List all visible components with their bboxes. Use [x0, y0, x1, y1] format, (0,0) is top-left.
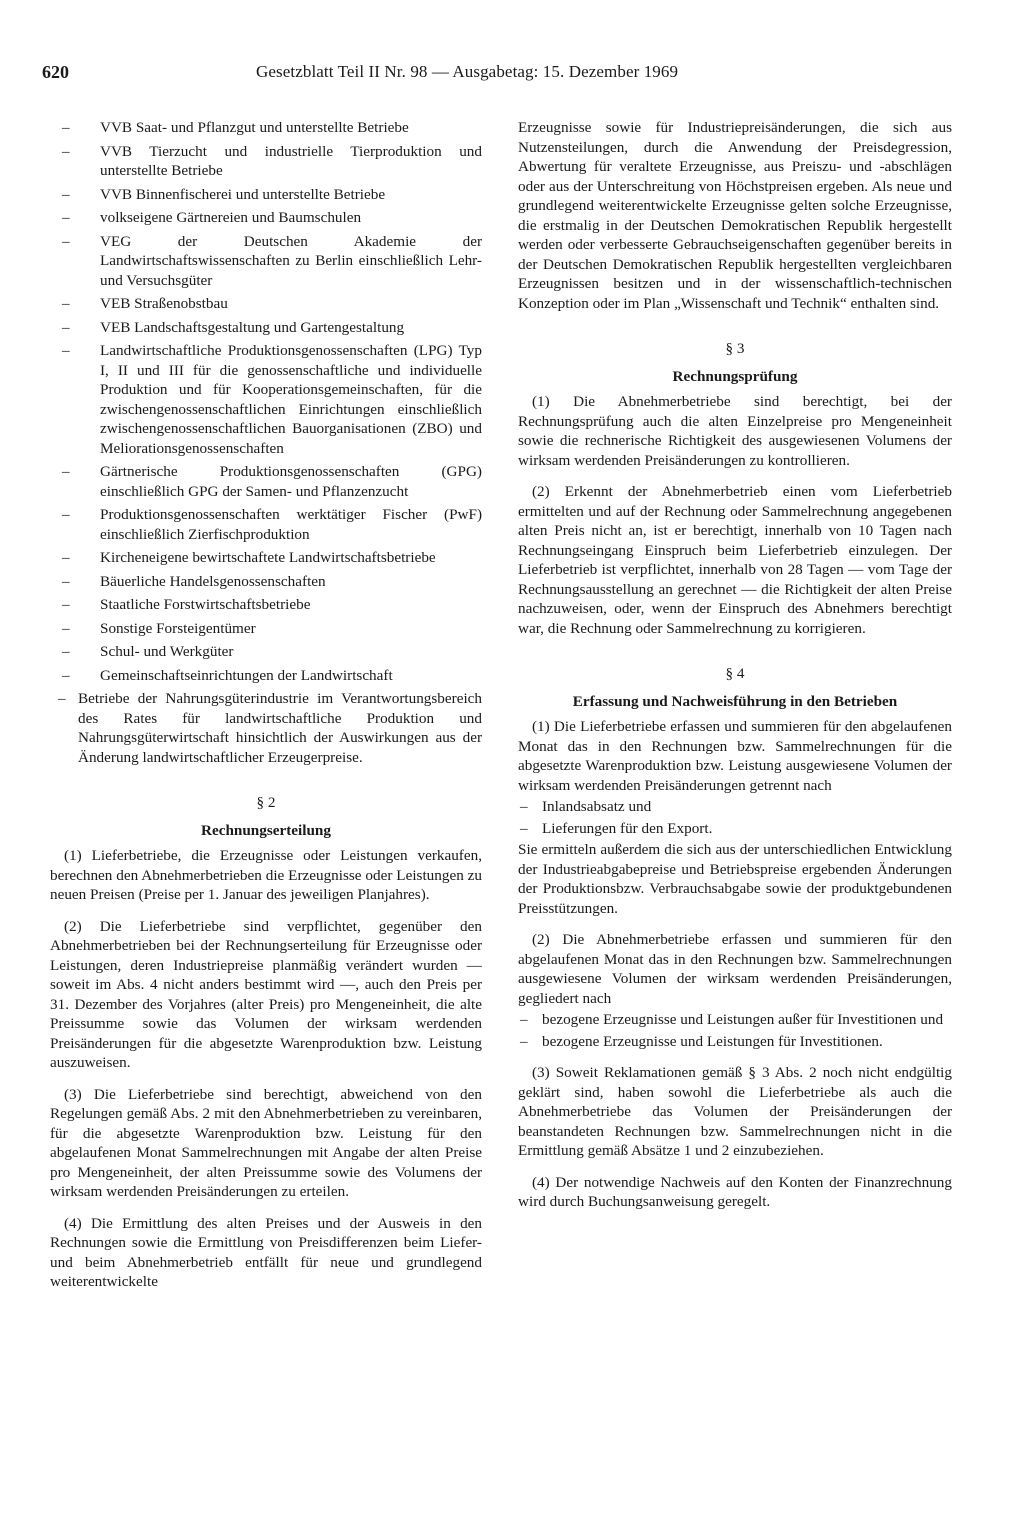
list-item: – Gärtnerische Produktionsgenossenschaften (GPG) einschließlich GPG der Samen- und Pflanzenzucht [50, 462, 482, 501]
outer-list [50, 689, 482, 767]
list-item: – volkseigene Gärtnereien und Baumschulen [50, 208, 482, 228]
list-item: – VEG der Deutschen Akademie der Landwirtschaftswissenschaften zu Berlin einschließlich Lehr- und Versuchsgüter [50, 232, 482, 291]
list-item: – VVB Binnenfischerei und unterstellte Betriebe [50, 185, 482, 205]
paragraph: (2) Erkennt der Abnehmerbetrieb einen vom Lieferbetrieb ermittelten und auf der Rechnung oder Sammelrechnung angegebenen alten Preis nicht an, ist er berechtigt, innerhalb von 10 Tagen nach Rechnungseingang Einspruch beim Lieferbetrieb einzulegen. Der Lieferbetrieb ist verpflichtet, innerhalb von 28 Tagen — vom Tage der Rechnungsausstellung an gerechnet — die Richtigkeit der alten Preise nachzuweisen, oder, wenn der Einspruch des Abnehmers berechtigt war, die Rechnung oder Sammelrechnung zu korrigieren. [518, 483, 952, 637]
page-number: 620 [42, 62, 69, 82]
paragraph: (4) Die Ermittlung des alten Preises und der Ausweis in den Rechnungen sowie die Ermittlung von Preisdifferenzen beim Liefer- und beim Abnehmerbetrieb entfällt für neue und grundlegend weiterentwickelte [50, 1214, 482, 1290]
list-item: – Staatliche Forstwirtschaftsbetriebe [50, 595, 482, 615]
section-number: § 3 [725, 340, 745, 357]
list-item: – Lieferungen für den Export. [518, 819, 952, 839]
page-header [42, 62, 962, 86]
paragraph: (1) Die Abnehmerbetriebe sind berechtigt, bei der Rechnungsprüfung auch die alten Einzelpreise pro Mengeneinheit sowie die rechnerische Richtigkeit des ausgewiesenen Volumens der wirksam werdenden Preisänderungen zu kontrollieren. [518, 393, 952, 469]
list-item: – Bäuerliche Handelsgenossenschaften [50, 572, 482, 592]
dash-list [518, 1010, 952, 1051]
section-title: Rechnungserteilung [201, 821, 331, 839]
section-number: § 4 [725, 665, 745, 682]
paragraph: (1) Lieferbetriebe, die Erzeugnisse oder Leistungen verkaufen, berechnen den Abnehmerbetrieben die Erzeugnisse oder Leistungen zu neuen Preisen (Preise per 1. Januar des jeweiligen Planjahres). [50, 847, 482, 903]
list-item: – Betriebe der Nahrungsgüterindustrie im Verantwortungsbereich des Rates für landwirtschaftliche Produktion und Nahrungsgüterwirtschaft hinsichtlich der Auswirkungen aus der Änderung landwirtschaftlicher Erzeugerpreise. [50, 689, 482, 767]
list-item: – Landwirtschaftliche Produktionsgenossenschaften (LPG) Typ I, II und III für die genossenschaftliche und individuelle Produktion und für Kooperationsgemeinschaften, für die zwischengenossenschaftlichen Einrichtungen einschließlich zwischengenossenschaftlichen Bauorganisationen (ZBO) und Meliorationsgenossenschaften [50, 341, 482, 458]
left-column [50, 118, 482, 1304]
section-number: § 2 [256, 794, 276, 811]
list-item: – Inlandsabsatz und [518, 797, 952, 817]
list-item: – VEB Straßenobstbau [50, 294, 482, 314]
list-item: – VVB Tierzucht und industrielle Tierproduktion und unterstellte Betriebe [50, 142, 482, 181]
running-head: Gesetzblatt Teil II Nr. 98 — Ausgabetag: 15. Dezember 1969 [256, 62, 679, 81]
paragraph: (1) Die Lieferbetriebe erfassen und summieren für den abgelaufenen Monat das in den Rechnungen bzw. Sammelrechnungen für die abgesetzte Warenproduktion bzw. Leistung ausgewiesene Volumen der wirksam werdenden Preisänderungen getrennt nach [518, 718, 952, 794]
list-item: – bezogene Erzeugnisse und Leistungen für Investitionen. [518, 1032, 952, 1052]
paragraph: (2) Die Lieferbetriebe sind verpflichtet, gegenüber den Abnehmerbetrieben bei der Rechnungserteilung für Erzeugnisse oder Leistungen, deren Industriepreise planmäßig verändert wurden — soweit im Abs. 4 nicht anders bestimmt wird —, auch den Preis per 31. Dezember des Vorjahres (alter Preis) pro Mengeneinheit, die alte Preissumme sowie das Volumen der wirksam werdenden Preisänderungen für die abgesetzte Warenproduktion bzw. Leistung auszuweisen. [50, 917, 482, 1071]
right-column [518, 118, 952, 1224]
paragraph-continuation: Erzeugnisse sowie für Industriepreisänderungen, die sich aus Nutzensteilungen, durch die Anwendung der Preisdegression, Abwertung für veraltete Erzeugnisse, aus Preiszu- und -abschlägen oder aus der Unterschreitung von Höchstpreisen ergeben. Als neue und grundlegend weiterentwickelte Erzeugnisse gelten solche Erzeugnisse, die erstmalig in der Deutschen Demokratischen Republik hergestellt werden oder verbesserte Gebrauchseigenschaften gegenüber bereits in der Deutschen Demokratischen Republik hergestellten vergleichbaren Erzeugnissen besitzen und in der wissenschaftlich-technischen Konzeption oder im Plan „Wissenschaft und Technik“ enthalten sind. [518, 119, 952, 312]
section-title: Erfassung und Nachweisführung in den Betrieben [572, 692, 898, 710]
list-item: – Schul- und Werkgüter [50, 642, 482, 662]
paragraph: (3) Soweit Reklamationen gemäß § 3 Abs. 2 noch nicht endgültig geklärt sind, haben sowohl die Lieferbetriebe als auch die Abnehmerbetriebe das Volumen der Preisänderungen der beanstandeten Rechnungen bzw. Sammelrechnungen nicht in die Ermittlung gemäß Absätze 1 und 2 einzubeziehen. [518, 1064, 952, 1159]
dash-list [518, 797, 952, 838]
paragraph: Sie ermitteln außerdem die sich aus der unterschiedlichen Entwicklung der Industrieabgabepreise und Betriebspreise ergebenden Änderungen der Produktionsbzw. Verbrauchsabgabe sowie der produktgebundenen Preisstützungen. [518, 841, 952, 917]
section-title: Rechnungsprüfung [672, 367, 798, 385]
list-item: – VVB Saat- und Pflanzgut und unterstellte Betriebe [50, 118, 482, 138]
paragraph: (3) Die Lieferbetriebe sind berechtigt, abweichend von den Regelungen gemäß Abs. 2 mit den Abnehmerbetrieben zu vereinbaren, für die abgesetzte Warenproduktion bzw. Leistung für den abgelaufenen Monat Sammelrechnungen mit Angabe der alten Preise pro Mengeneinheit, der alten Preissumme sowie des Volumens der wirksam werdenden Preisänderungen zu erteilen. [50, 1085, 482, 1200]
list-item: – bezogene Erzeugnisse und Leistungen außer für Investitionen und [518, 1010, 952, 1030]
list-item: – Sonstige Forsteigentümer [50, 619, 482, 639]
list-item: – Produktionsgenossenschaften werktätiger Fischer (PwF) einschließlich Zierfischproduktion [50, 505, 482, 544]
enterprise-list [50, 118, 482, 685]
paragraph: (2) Die Abnehmerbetriebe erfassen und summieren für den abgelaufenen Monat das in den Rechnungen bzw. Sammelrechnungen ausgewiesene Volumen der wirksam werdenden Preisänderungen, gegliedert nach [518, 931, 952, 1007]
list-item: – Gemeinschaftseinrichtungen der Landwirtschaft [50, 666, 482, 686]
list-item: – Kircheneigene bewirtschaftete Landwirtschaftsbetriebe [50, 548, 482, 568]
paragraph: (4) Der notwendige Nachweis auf den Konten der Finanzrechnung wird durch Buchungsanweisung geregelt. [518, 1173, 952, 1210]
list-item: – VEB Landschaftsgestaltung und Gartengestaltung [50, 318, 482, 338]
